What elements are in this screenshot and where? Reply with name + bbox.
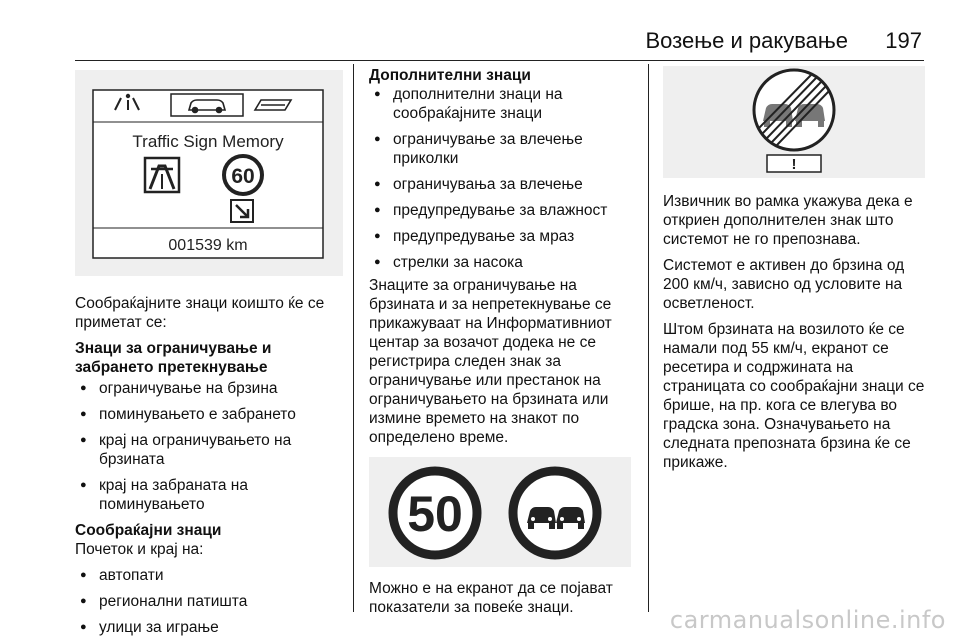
list-item: ● предупредување за мраз — [369, 227, 639, 246]
multiple-signs-note: Можно е на екранот да се појават показатели за повеќе знаци. — [369, 580, 613, 616]
unrecognized-sign-figure — [663, 66, 925, 178]
reset-text: Штом брзината на возилото ќе се намали под 55 км/ч, екранот се ресетира и содржината на страницата со сообраќајни знаци се брише, на пр. кога се влегува во градска зона. Означувањето на следната препозната брзина ќе се прикаже. — [663, 321, 925, 471]
list-item: ● поминувањето е забрането — [75, 405, 343, 424]
column-3 — [663, 66, 933, 479]
speed-limit-value: 60 — [231, 165, 255, 188]
speed-limit-explanation: Знаците за ограничување на брзината и за непретекнување се прикажуваат на Информативниот центар за возачот додека не се регистрира следен знак за ограничување или престанок на ограничувањето на брзината или измине времето на знакот по определено време. — [369, 277, 612, 446]
display-caption: Traffic Sign Memory — [132, 132, 284, 151]
header-title: Возење и ракување — [645, 28, 848, 53]
odometer-reading: 001539 km — [168, 237, 248, 254]
list-item: ● крај на забраната на поминувањето — [75, 476, 343, 514]
traffic-signs-list — [75, 566, 343, 637]
site-watermark: carmanualsonline.info — [669, 606, 946, 634]
multiple-signs-figure — [369, 457, 631, 567]
traffic-signs-subheading: Почеток и крај на: — [75, 541, 204, 558]
column-2 — [369, 66, 639, 624]
additional-signs-list — [369, 85, 639, 272]
column-1 — [75, 70, 343, 644]
intro-text: Сообраќајните знаци коишто ќе се приметат се: — [75, 295, 325, 331]
end-of-no-overtaking-illustration — [663, 66, 925, 178]
selected-tab-frame — [171, 94, 243, 116]
system-active-text: Системот е активен до брзина од 200 км/ч, зависно од условите на осветленост. — [663, 257, 905, 312]
section-heading-traffic-signs: Сообраќајни знаци — [75, 522, 222, 539]
column-divider-1 — [353, 64, 354, 612]
restriction-list — [75, 379, 343, 514]
list-item: ● стрелки за насока — [369, 253, 639, 272]
speed-limit-sign-icon — [224, 156, 262, 194]
column-divider-2 — [648, 64, 649, 612]
signs-illustration — [369, 457, 631, 567]
list-item: ● автопати — [75, 566, 343, 585]
list-item: ● регионални патишта — [75, 592, 343, 611]
dashboard-display-illustration — [75, 70, 343, 276]
list-item: ● предупредување за влажност — [369, 201, 639, 220]
sign-speed-value: 50 — [407, 486, 463, 542]
page-number: 197 — [885, 28, 922, 53]
section-heading-restrictions: Знаци за ограничување и забрането претекнување — [75, 340, 272, 376]
section-heading-additional-signs: Дополнителни знаци — [369, 67, 531, 84]
unrecognized-sign-text: Извичник во рамка укажува дека е откриен дополнителен знак што системот не го препознава. — [663, 193, 913, 248]
traffic-sign-memory-figure — [75, 70, 343, 276]
list-item: ● ограничувања за влечење — [369, 175, 639, 194]
list-item: ● дополнителни знаци на сообраќајните знаци — [369, 85, 639, 123]
list-item: ● улици за играње — [75, 618, 343, 637]
list-item: ● ограничување за влечење приколки — [369, 130, 639, 168]
header-rule — [75, 60, 924, 61]
direction-arrow-sign-icon — [231, 200, 253, 222]
end-no-overtaking-sign-icon — [754, 70, 834, 150]
motorway-sign-icon — [145, 158, 179, 192]
page-header — [0, 22, 960, 56]
list-item: ● крај на ограничувањето на брзината — [75, 431, 343, 469]
no-overtaking-sign-icon — [513, 471, 597, 555]
exclamation-mark: ! — [791, 156, 797, 173]
speed-limit-50-sign-icon — [393, 471, 477, 555]
list-item: ● ограничување на брзина — [75, 379, 343, 398]
